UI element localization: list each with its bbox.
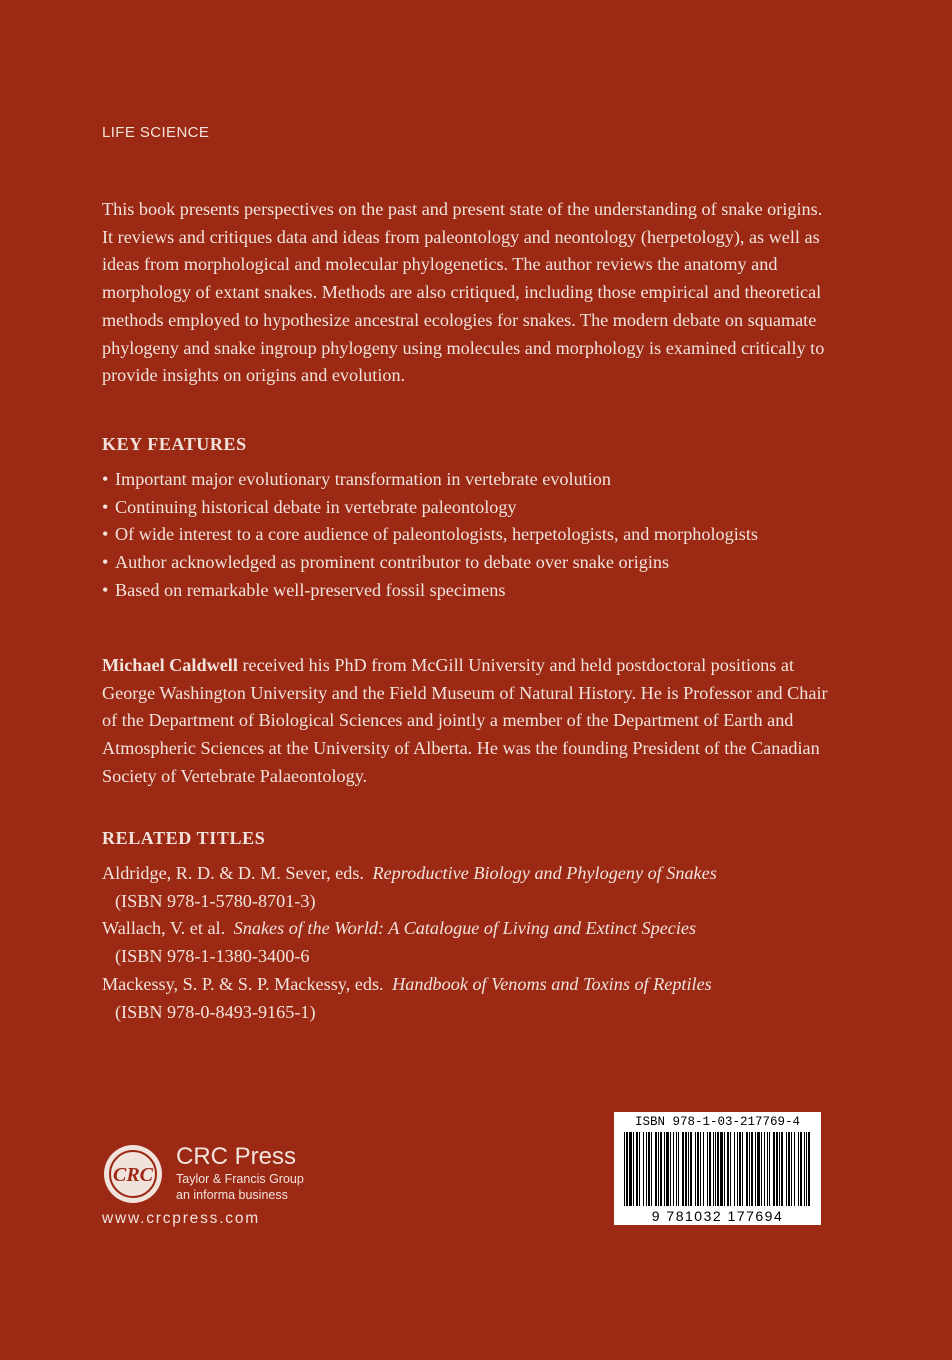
barcode-bar (800, 1132, 802, 1206)
publisher-group: Taylor & Francis Group (176, 1172, 304, 1186)
barcode-bar (739, 1132, 741, 1206)
barcode-bar (779, 1132, 780, 1206)
related-isbn: (ISBN 978-1-1380-3400-6 (115, 946, 310, 967)
barcode-bar (688, 1132, 689, 1206)
feature-item: • Based on remarkable well-preserved fossil specimens (102, 577, 822, 605)
barcode-bar (781, 1132, 783, 1206)
barcode-bar (806, 1132, 807, 1206)
key-features-heading: KEY FEATURES (102, 434, 247, 454)
related-title-item (102, 860, 822, 915)
barcode-bar (773, 1132, 775, 1206)
barcode-bar (715, 1132, 716, 1206)
barcode-bar (808, 1132, 810, 1206)
related-title-item (102, 971, 822, 1026)
barcode-bar (751, 1132, 753, 1206)
barcode-bar (629, 1132, 632, 1206)
barcode-bar (664, 1132, 665, 1206)
barcode-bar (776, 1132, 778, 1206)
related-authors: Aldridge, R. D. & D. M. Sever, eds. (102, 863, 364, 883)
related-titles-heading: RELATED TITLES (102, 828, 266, 848)
barcode-bar (749, 1132, 750, 1206)
barcode-bar (746, 1132, 748, 1206)
book-description: This book presents perspectives on the past and present state of the understanding of snake origins. It reviews and critiques data and ideas from paleontology and neontology (herpetology), as well as ideas from morphological and molecular phylogenetics. The author reviews the anatomy and morphology of extant snakes. Methods are also critiqued, including those empirical and theoretical methods employed to hypothesize ancestral ecologies for snakes. The modern debate on squamate phylogeny and snake ingroup phylogeny using molecules and morphology is examined critically to provide insights on origins and evolution. (102, 199, 825, 386)
barcode-bar (643, 1132, 644, 1206)
related-authors: Wallach, V. et al. (102, 918, 226, 939)
barcode-bar (804, 1132, 805, 1206)
barcode-bar (794, 1132, 795, 1206)
related-isbn: (ISBN 978-1-5780-8701-3) (115, 890, 316, 911)
barcode-bar (724, 1132, 725, 1206)
barcode-bar (685, 1132, 687, 1206)
barcode-bar (697, 1132, 699, 1206)
barcode-bar (737, 1132, 738, 1206)
barcode-bar (786, 1132, 787, 1206)
related-book-title: Snakes of the World: A Catalogue of Living and Extinct Species (233, 918, 697, 939)
feature-item: • Continuing historical debate in vertebrate paleontology (102, 494, 822, 522)
barcode (614, 1112, 821, 1225)
barcode-bar (764, 1132, 765, 1206)
barcode-bar (690, 1132, 692, 1206)
barcode-bar (755, 1132, 756, 1206)
barcode-bar (757, 1132, 760, 1206)
barcode-bar (788, 1132, 790, 1206)
barcode-bar (742, 1132, 743, 1206)
author-bio-text: received his PhD from McGill University and held postdoctoral positions at George Washington University and the Field Museum of Natural History. He is Professor and Chair of the Department of Biological Sciences and jointly a member of the Department of Earth and Atmospheric Sciences at the University of Alberta. He was the founding President of the Canadian Society of Vertebrate Palaeontology. (102, 655, 828, 786)
crc-logo-text: CRC (112, 1164, 154, 1186)
crc-logo (102, 1143, 164, 1205)
related-title-item (102, 915, 822, 970)
barcode-bars (620, 1132, 815, 1208)
barcode-bar (709, 1132, 711, 1206)
publisher-informa: an informa business (176, 1188, 288, 1202)
barcode-bar (660, 1132, 662, 1206)
barcode-bar (703, 1132, 704, 1206)
barcode-bar (717, 1132, 719, 1206)
barcode-bar (713, 1132, 714, 1206)
feature-item: • Author acknowledged as prominent contributor to debate over snake origins (102, 549, 822, 577)
barcode-bar (730, 1132, 731, 1206)
barcode-bar (798, 1132, 799, 1206)
barcode-bar (734, 1132, 735, 1206)
barcode-bar (720, 1132, 723, 1206)
barcode-bar (624, 1132, 625, 1206)
publisher-block (176, 1143, 304, 1203)
barcode-bar (673, 1132, 674, 1206)
barcode-bar (695, 1132, 696, 1206)
author-name: Michael Caldwell (102, 655, 238, 675)
barcode-bar (791, 1132, 792, 1206)
barcode-bar (651, 1132, 652, 1206)
barcode-bar (655, 1132, 657, 1206)
barcode-bar (707, 1132, 708, 1206)
author-bio (102, 652, 832, 791)
barcode-isbn-label: ISBN 978-1-03-217769-4 (634, 1115, 801, 1129)
barcode-bar (626, 1132, 628, 1206)
barcode-bar (761, 1132, 762, 1206)
barcode-bar (666, 1132, 669, 1206)
key-features-list (102, 466, 822, 605)
related-book-title: Handbook of Venoms and Toxins of Reptiles (392, 973, 712, 994)
barcode-bar (639, 1132, 640, 1206)
barcode-bar (682, 1132, 684, 1206)
barcode-bar (700, 1132, 701, 1206)
related-book-title: Reproductive Biology and Phylogeny of Snakes (372, 863, 717, 883)
related-isbn: (ISBN 978-0-8493-9165-1) (115, 1001, 316, 1022)
barcode-bar (670, 1132, 671, 1206)
related-authors: Mackessy, S. P. & S. P. Mackessy, eds. (102, 973, 384, 994)
publisher-name: CRC Press (176, 1143, 297, 1170)
barcode-bar (727, 1132, 729, 1206)
barcode-bar (769, 1132, 770, 1206)
category-label: LIFE SCIENCE (102, 124, 210, 141)
barcode-number: 9 781032 177694 (651, 1208, 784, 1224)
publisher-url: www.crcpress.com (102, 1210, 260, 1227)
barcode-bar (648, 1132, 650, 1206)
barcode-bar (633, 1132, 634, 1206)
barcode-bar (767, 1132, 768, 1206)
barcode-bar (646, 1132, 647, 1206)
barcode-bar (678, 1132, 679, 1206)
feature-item: • Of wide interest to a core audience of paleontologists, herpetologists, and morphologists (102, 521, 822, 549)
barcode-bar (636, 1132, 638, 1206)
barcode-bar (658, 1132, 659, 1206)
related-titles-list (102, 860, 822, 1026)
barcode-bar (676, 1132, 677, 1206)
feature-item: • Important major evolutionary transformation in vertebrate evolution (102, 466, 822, 494)
